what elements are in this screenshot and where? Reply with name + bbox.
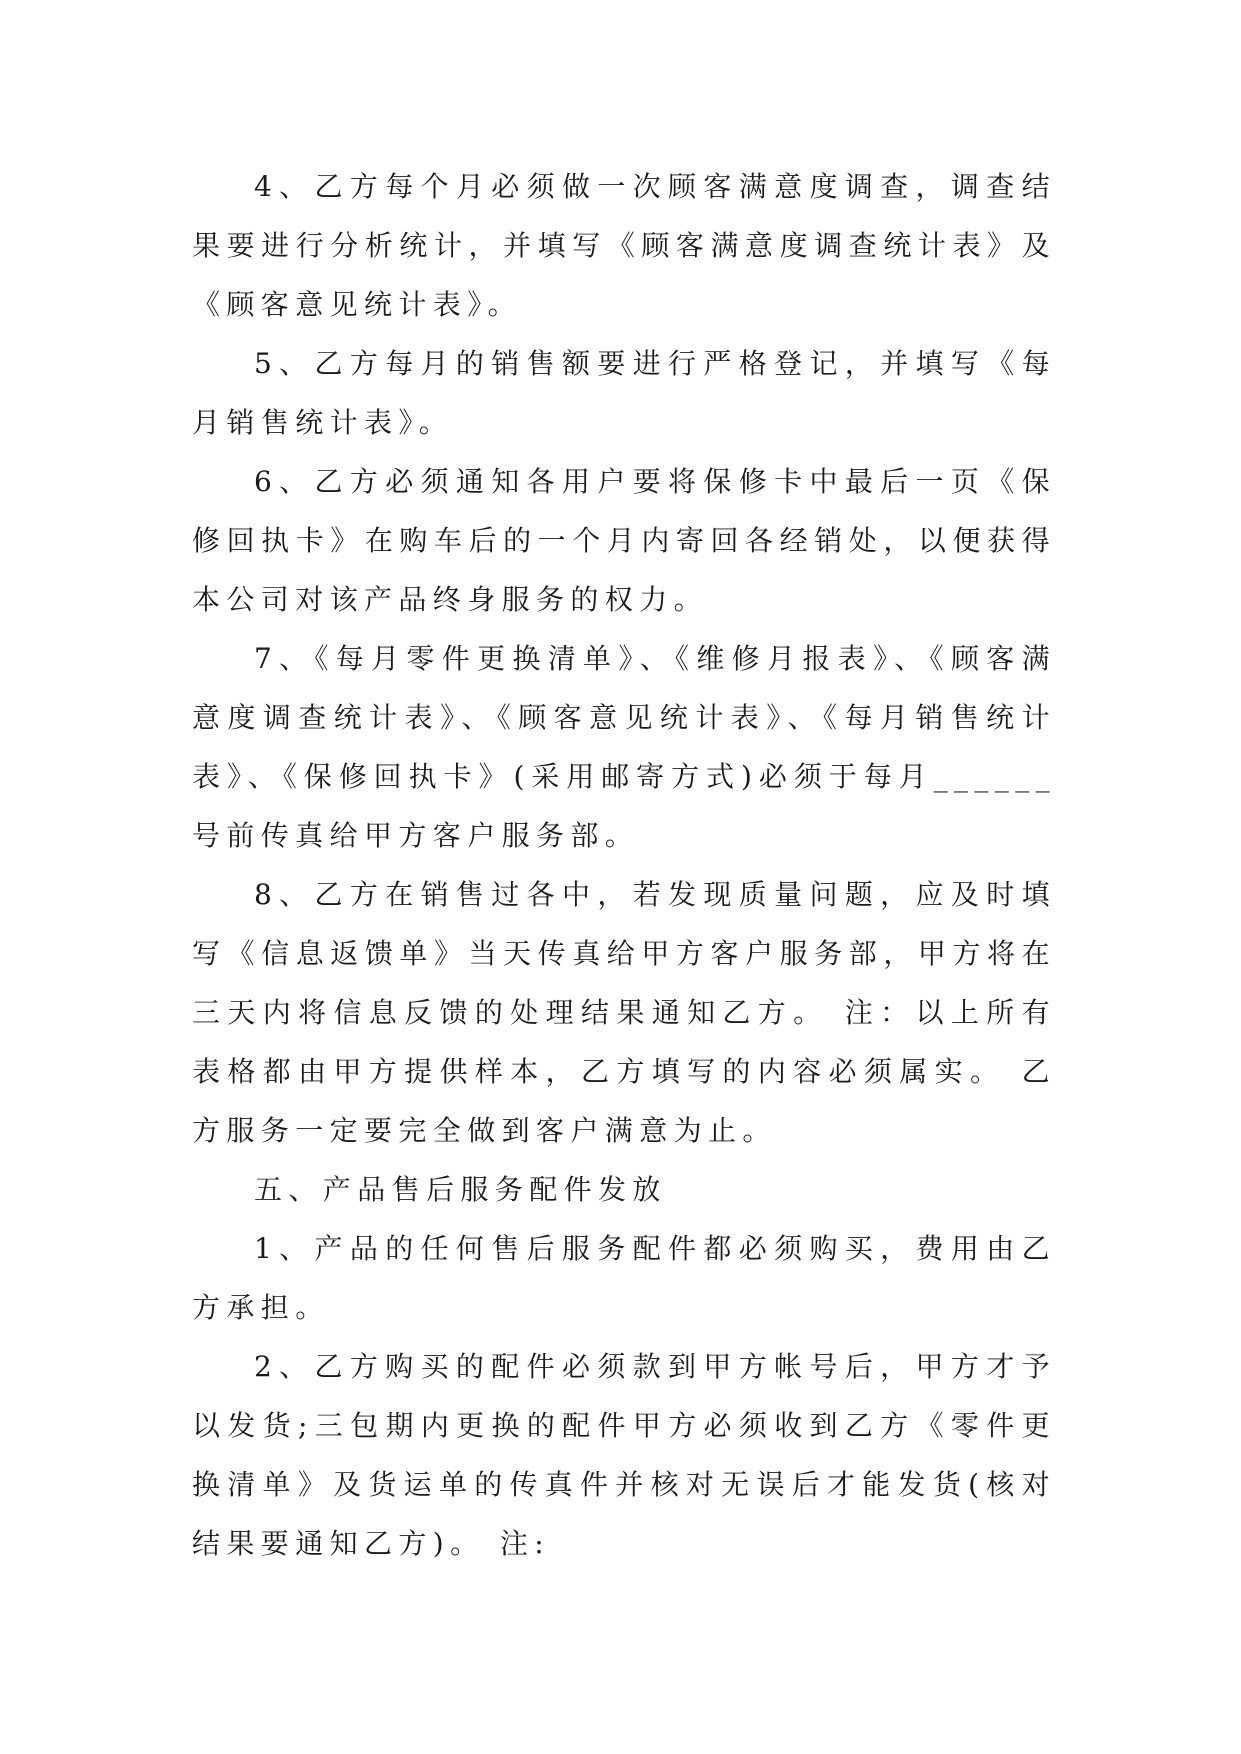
- paragraph-item-7: 7、《每月零件更换清单》、《维修月报表》、《顾客满意度调查统计表》、《顾客意见统计表》、《每月销售统计表》、《保修回执卡》(采用邮寄方式)必须于每月______号前传真给甲方客户服务部。: [192, 642, 1056, 852]
- paragraph-item-6: 6、乙方必须通知各用户要将保修卡中最后一页《保修回执卡》在购车后的一个月内寄回各经销处，以便获得本公司对该产品终身服务的权力。: [192, 465, 1056, 616]
- paragraph-parts-1: 1、产品的任何售后服务配件都必须购买，费用由乙方承担。: [192, 1232, 1056, 1324]
- section-heading-5: 五、产品售后服务配件发放: [254, 1173, 667, 1206]
- paragraph-item-5: 5、乙方每月的销售额要进行严格登记，并填写《每月销售统计表》。: [192, 347, 1056, 439]
- document-body: [192, 157, 1056, 1573]
- paragraph-item-4: 4、乙方每个月必须做一次顾客满意度调查，调查结果要进行分析统计，并填写《顾客满意度调查统计表》及《顾客意见统计表》。: [192, 170, 1056, 321]
- paragraph-item-8: 8、乙方在销售过各中，若发现质量问题，应及时填写《信息返馈单》当天传真给甲方客户服务部，甲方将在三天内将信息反馈的处理结果通知乙方。 注：以上所有表格都由甲方提供样本，乙方填写的内容必须属实。 乙方服务一定要完全做到客户满意为止。: [192, 878, 1056, 1147]
- paragraph-parts-2: 2、乙方购买的配件必须款到甲方帐号后，甲方才予以发货;三包期内更换的配件甲方必须收到乙方《零件更换清单》及货运单的传真件并核对无误后才能发货(核对结果要通知乙方)。 注:: [192, 1350, 1056, 1560]
